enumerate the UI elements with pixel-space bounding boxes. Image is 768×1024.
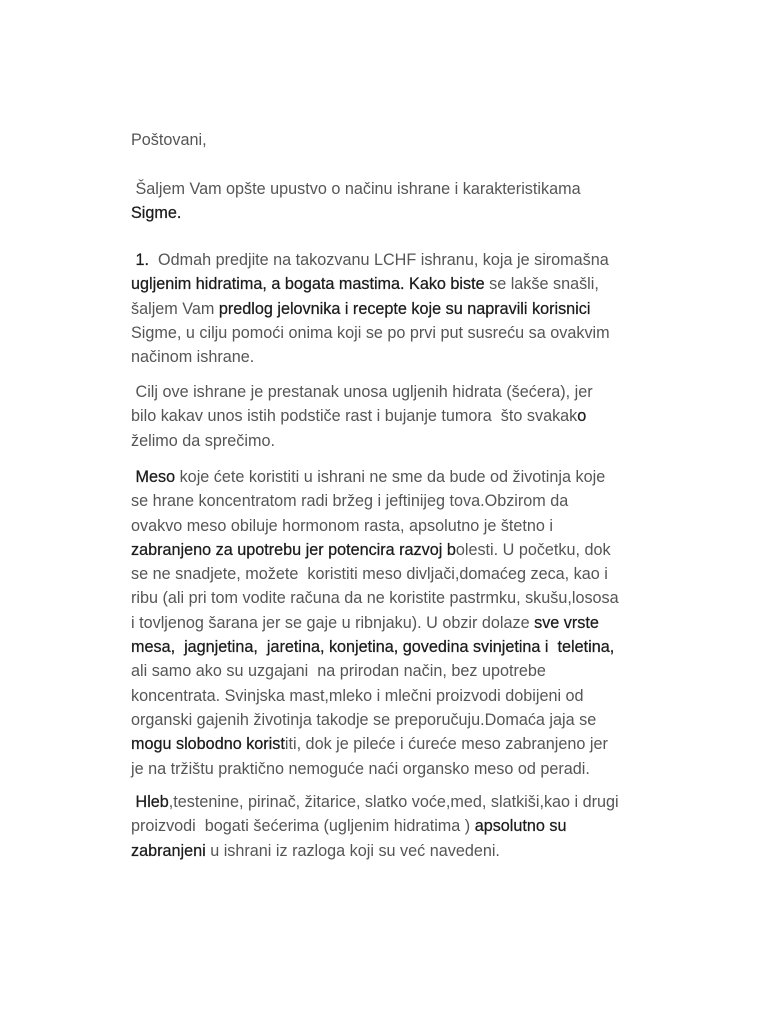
text-line [131, 321, 691, 345]
bold-text: mesa, jagnjetina, jaretina, konjetina, govedina svinjetina i teletina, [131, 638, 615, 657]
text-run: se hrane koncentratom radi bržeg i jeftinijeg tova.Obzirom da [131, 492, 569, 511]
text-line [131, 489, 691, 513]
text-run: ,testenine, pirinač, žitarice, slatko voće,med, slatkiši,kao i drugi [168, 793, 619, 811]
bold-text: apsolutno su [474, 817, 567, 836]
text-run: Odmah predjite na takozvanu LCHF ishranu, koja je siromašna [149, 251, 609, 269]
text-line [131, 586, 691, 610]
text-line [131, 684, 691, 708]
text-line [131, 514, 691, 538]
text-run: organski gajenih životinja takodje se preporučuju.Domaća jaja se [131, 710, 597, 729]
text-run: iti, dok je pileće i ćureće meso zabranjeno jer [284, 735, 608, 754]
bold-text: sve vrste [534, 613, 599, 632]
text-run: u ishrani iz razloga koji su već navedeni. [205, 841, 500, 860]
text-line [131, 814, 691, 838]
text-run: ovakvo meso obiluje hormonom rasta, apsolutno je štetno i [131, 516, 554, 535]
text-run: koje ćete koristiti u ishrani ne sme da bude od životinja koje [175, 468, 606, 486]
bold-text: Sigme. [131, 204, 182, 223]
text-line [131, 404, 691, 428]
text-run: je na tržištu praktično nemoguće naći organsko meso od peradi. [131, 759, 590, 778]
text-line [131, 538, 691, 562]
bold-text: Hleb [131, 793, 169, 811]
text-run: bilo kakav unos istih podstiče rast i bujanje tumora što svakak [131, 407, 578, 426]
goal-paragraph [131, 380, 691, 453]
bold-text: 1. [131, 251, 149, 269]
text-line [131, 272, 691, 296]
text-line [131, 248, 691, 272]
greeting: Poštovani, [131, 131, 207, 149]
point-1-paragraph [131, 248, 691, 369]
text-run: želimo da sprečimo. [131, 431, 275, 450]
text-line [131, 839, 691, 863]
bold-text: Meso [131, 468, 176, 486]
bold-text: mogu slobodno korist [131, 735, 285, 754]
text-run: Sigme, u cilju pomoći onima koji se po prvi put susreću sa ovakvim [131, 323, 610, 342]
text-line [131, 708, 691, 732]
meat-paragraph [131, 465, 691, 781]
text-run: šaljem Vam [131, 299, 219, 318]
text-run: olesti. U početku, dok [455, 540, 611, 559]
text-line [131, 465, 691, 489]
text-run: proizvodi bogati šećerima (ugljenim hidratima ) [131, 817, 475, 836]
text-run: Cilj ove ishrane je prestanak unosa ugljenih hidrata (šećera), jer [131, 383, 593, 401]
intro-paragraph [131, 177, 691, 226]
text-line [131, 345, 691, 369]
text-line [131, 177, 691, 201]
text-line [131, 380, 691, 404]
text-line [131, 429, 691, 453]
text-line [131, 659, 691, 683]
bold-text: o [577, 407, 587, 426]
text-run: Šaljem Vam opšte upustvo o načinu ishrane i karakteristikama [131, 180, 581, 198]
text-line [131, 611, 691, 635]
text-line [131, 790, 691, 814]
text-line [131, 757, 691, 781]
bold-text: zabranjeno za upotrebu jer potencira razvoj b [131, 540, 456, 559]
text-run: i tovljenog šarana jer se gaje u ribnjaku). U obzir dolaze [131, 613, 535, 632]
text-run: se lakše snašli, [484, 275, 599, 294]
text-line [131, 635, 691, 659]
text-line [131, 201, 691, 225]
text-line [131, 732, 691, 756]
text-run: se ne snadjete, možete koristiti meso divljači,domaćeg zeca, kao i [131, 565, 608, 584]
bread-paragraph [131, 790, 691, 863]
text-line [131, 562, 691, 586]
text-run: koncentrata. Svinjska mast,mleko i mlečni proizvodi dobijeni od [131, 686, 584, 705]
text-run: ribu (ali pri tom vodite računa da ne koristite pastrmku, skušu,lososa [131, 589, 619, 608]
text-run: ali samo ako su uzgajani na prirodan način, bez upotrebe [131, 662, 546, 681]
bold-text: zabranjeni [131, 841, 206, 860]
bold-text: ugljenim hidratima, a bogata mastima. Kako biste [131, 275, 485, 294]
text-run: načinom ishrane. [131, 348, 255, 367]
text-line [131, 297, 691, 321]
bold-text: predlog jelovnika i recepte koje su napravili korisnici [218, 299, 591, 318]
